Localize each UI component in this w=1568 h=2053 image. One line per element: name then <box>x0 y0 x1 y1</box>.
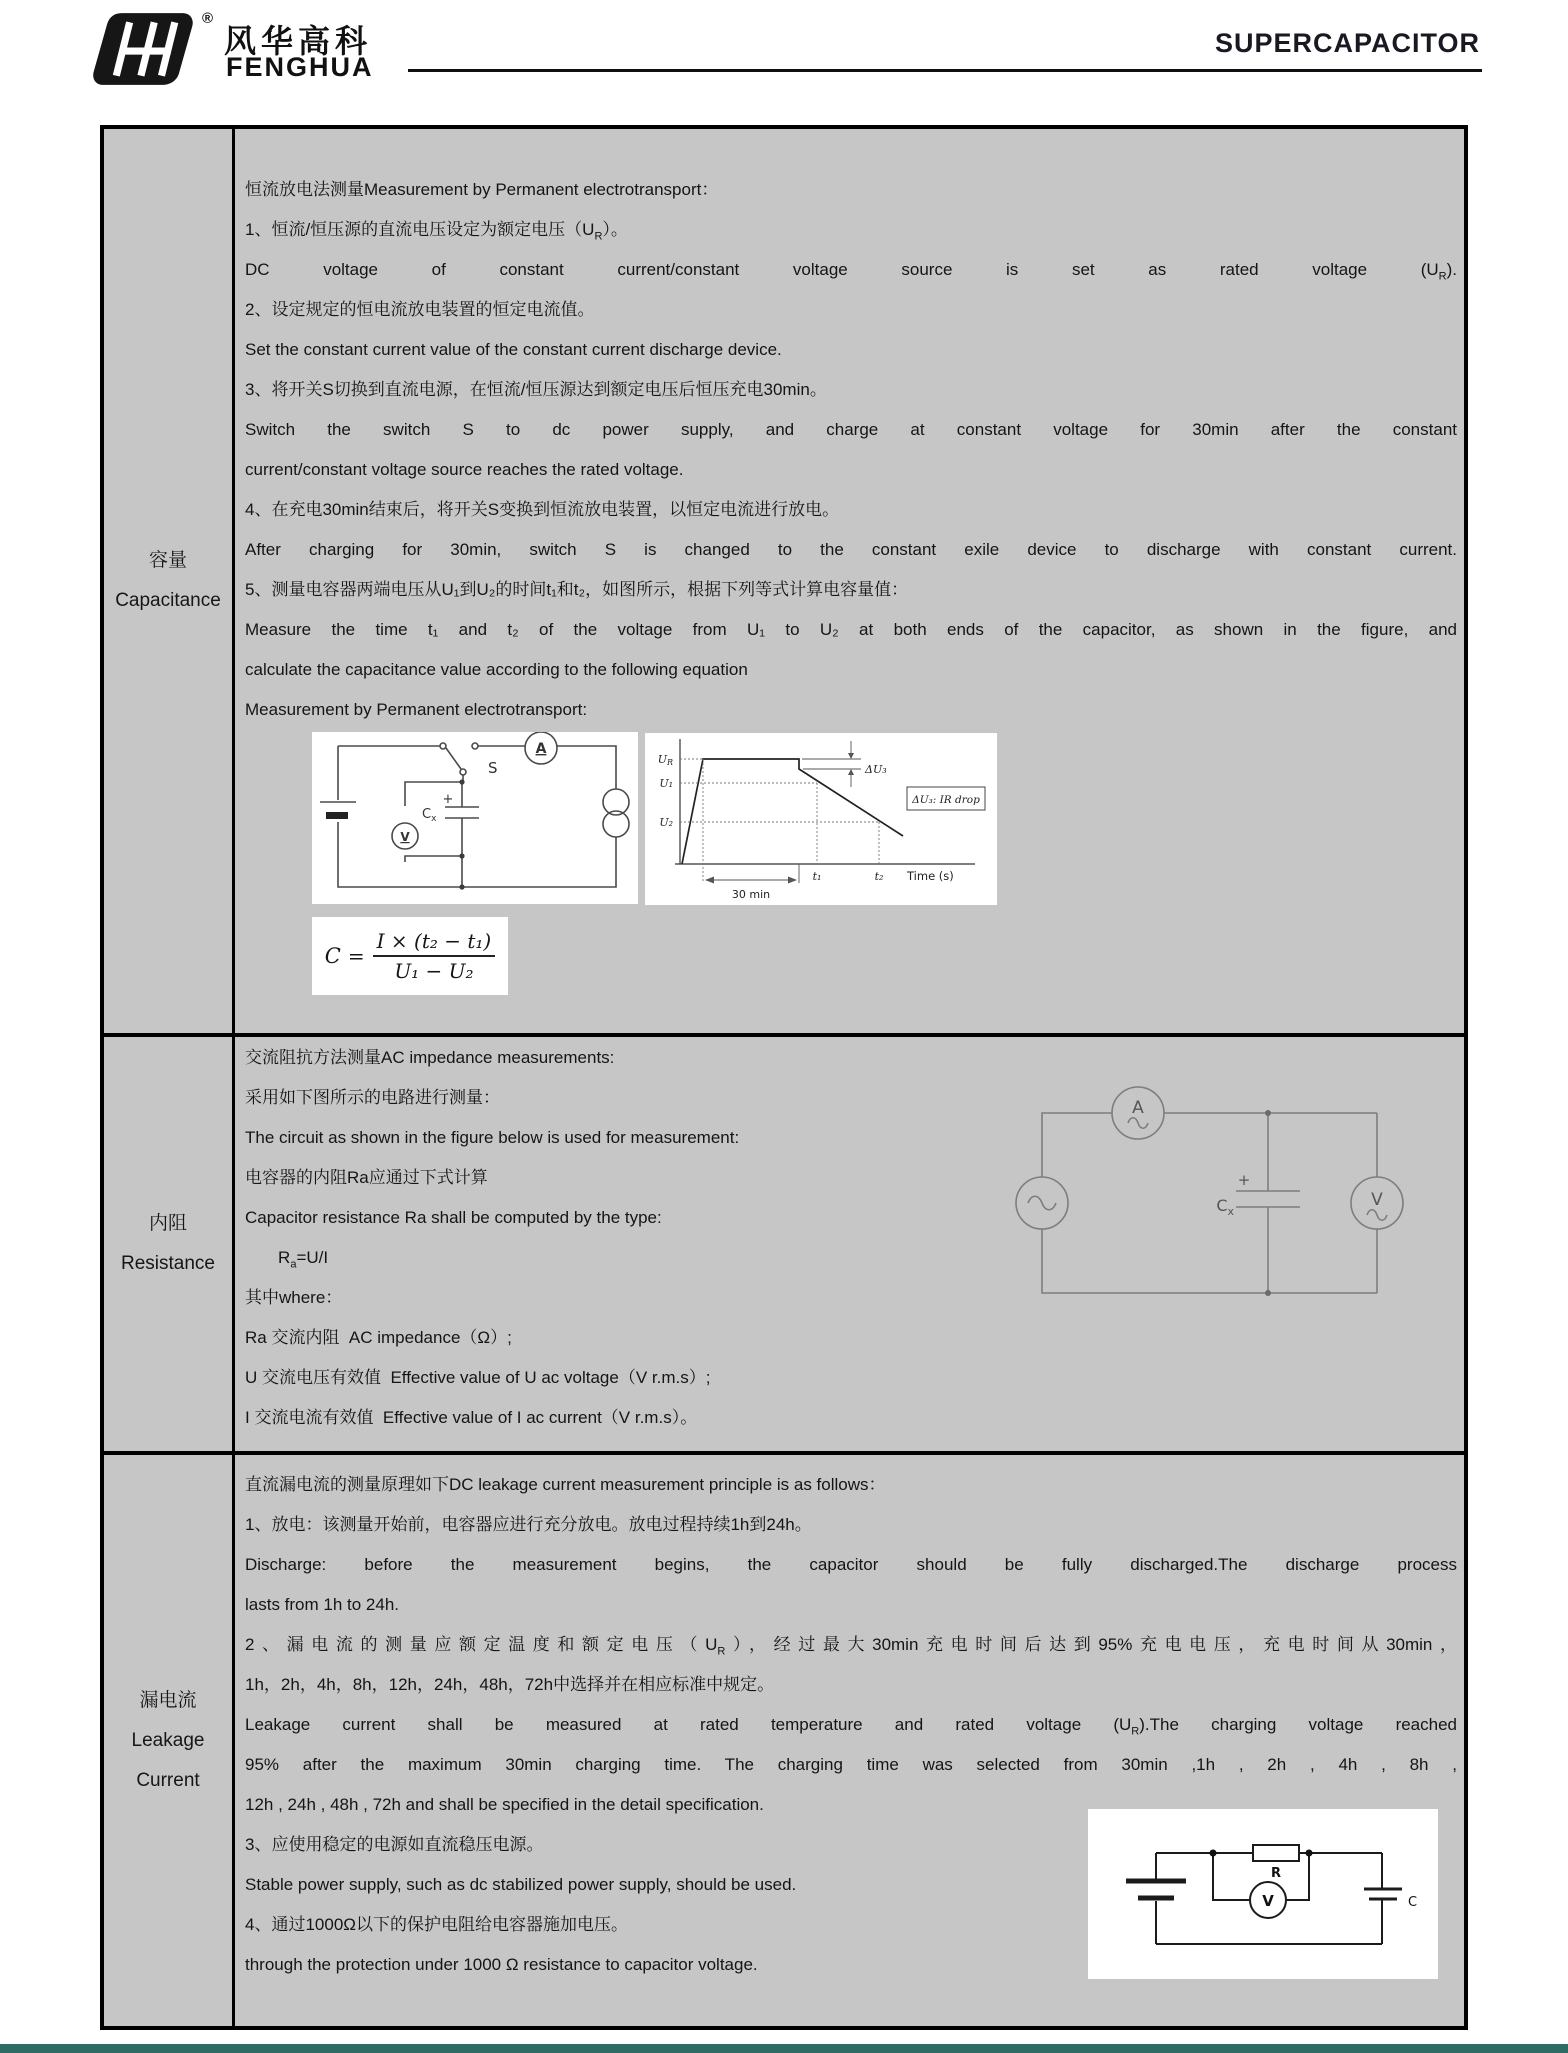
text-line: 3、将开关S切换到直流电源，在恒流/恒压源达到额定电压后恒压充电30min。 <box>245 380 827 399</box>
leakage-current-content <box>235 1455 1464 2026</box>
row-label-en: Resistance <box>121 1253 215 1274</box>
t2-label: t₂ <box>874 870 884 883</box>
capacitor-label: $C_x$ <box>422 807 437 824</box>
text-line: 5、测量电容器两端电压从U₁到U₂的时间t₁和t₂，如图所示，根据下列等式计算电容量值： <box>245 580 909 599</box>
text-line: 1、恒流/恒压源的直流电压设定为额定电压$(U_R)$。 <box>245 220 628 243</box>
text-line: DC voltage of constant current/constant voltage source is set as rated voltage $(U_R)$. <box>245 260 1457 283</box>
du-label: ΔU₃ <box>865 763 887 776</box>
row-label-resistance <box>104 1037 235 1451</box>
wire <box>1042 1113 1112 1177</box>
formula-denominator: U₁ − U₂ <box>394 959 474 983</box>
text-line: Measurement by Permanent electrotransport: <box>245 700 588 719</box>
voltmeter-label: V <box>400 830 410 844</box>
table-row-capacitance <box>104 129 1464 1037</box>
text-line: 2、设定规定的恒电流放电装置的恒定电流值。 <box>245 300 595 319</box>
thirty-min-label: 30 min <box>731 888 771 901</box>
text-line: 采用如下图所示的电路进行测量： <box>245 1088 500 1107</box>
text-line: through the protection under 1000 Ω resistance to capacitor voltage. <box>245 1955 758 1974</box>
junction-dot <box>1210 1850 1217 1857</box>
t1-label: t₁ <box>812 870 822 883</box>
capacitance-formula <box>312 917 508 995</box>
plus-sign: + <box>1237 1171 1251 1189</box>
capacitance-circuit-diagram <box>312 732 638 904</box>
ac-source-sine <box>1028 1196 1056 1210</box>
ir-drop-note: ΔU₃: IR drop <box>912 794 980 806</box>
wire <box>405 856 462 862</box>
text-line: 95% after the maximum 30min charging time. The charging time was selected from 30min ,1h , 2h , 4h , 8h , <box>245 1755 1457 1774</box>
spec-table <box>100 125 1468 2030</box>
text-line: 1、放电：该测量开始前，电容器应进行充分放电。放电过程持续1h到24h。 <box>245 1515 812 1534</box>
formula-lhs: C <box>324 944 341 968</box>
switch-contact <box>440 743 446 749</box>
fenghua-logo-icon <box>92 10 196 88</box>
formula-equals: = <box>347 944 365 968</box>
footer-strip <box>0 2044 1568 2053</box>
ammeter-label: A <box>1132 1098 1144 1118</box>
text-line: 4、通过1000Ω以下的保护电阻给电容器施加电压。 <box>245 1915 628 1934</box>
voltmeter-label: V <box>1371 1190 1383 1210</box>
u1-axis-label: U₁ <box>659 777 673 790</box>
table-row-resistance <box>104 1037 1464 1455</box>
header-divider <box>408 69 1482 72</box>
left-arrowhead-icon <box>705 877 714 884</box>
ammeter-sine <box>1128 1118 1148 1129</box>
time-axis-label: Time (s) <box>907 869 954 883</box>
resistance-content <box>235 1037 1464 1451</box>
resistor-symbol <box>1253 1845 1299 1861</box>
row-label-en: Capacitance <box>115 590 221 611</box>
capacitor-label: C <box>1408 1895 1418 1910</box>
text-line: Discharge: before the measurement begins, the capacitor should be fully discharged.The discharge process <box>245 1555 1457 1574</box>
text-line: 交流阻抗方法测量AC impedance measurements: <box>245 1048 615 1067</box>
row-label-en: Leakage <box>131 1729 205 1751</box>
text-line: lasts from 1h to 24h. <box>245 1595 400 1614</box>
text-line: Measure the time t₁ and t₂ of the voltage from U₁ to U₂ at both ends of the capacitor, as shown in the figure, and <box>245 620 1457 639</box>
junction-dot <box>1306 1850 1313 1857</box>
leakage-circuit-figure <box>1088 1809 1438 1979</box>
text-line: 2、漏电流的测量应额定温度和额定电压$(U_R)$，经过最大30min充电时间后达到95%充电电压，充电时间从30min， <box>245 1635 1457 1658</box>
ur-axis-label: UR <box>657 753 673 767</box>
resistor-label: R <box>1270 1866 1282 1881</box>
text-line: After charging for 30min, switch S is changed to the constant exile device to discharge with constant current. <box>245 540 1457 559</box>
junction-dot <box>459 884 464 889</box>
text-line: Switch the switch S to dc power supply, and charge at constant voltage for 30min after the constant <box>245 420 1457 439</box>
voltmeter-label: V <box>1262 1892 1274 1910</box>
junction-dot <box>1265 1290 1271 1296</box>
up-arrowhead-icon <box>848 769 854 775</box>
text-line: calculate the capacitance value according to the following equation <box>245 660 748 679</box>
text-line: Ra 交流内阻 AC impedance（Ω）; <box>245 1328 512 1347</box>
row-label-capacitance <box>104 129 235 1033</box>
discharge-graph-figure <box>645 733 997 905</box>
switch-label: S <box>488 759 498 777</box>
switch-blade <box>446 748 461 769</box>
text-line: 其中where： <box>245 1288 343 1307</box>
text-line: 电容器的内阻Ra应通过下式计算 <box>245 1168 488 1187</box>
text-line: 1h，2h，4h，8h，12h，24h，48h，72h中选择并在相应标准中规定。 <box>245 1675 775 1694</box>
text-line: Stable power supply, such as dc stabilized power supply, should be used. <box>245 1875 797 1894</box>
text-line: Capacitor resistance Ra shall be computed by the type: <box>245 1208 662 1227</box>
discharge-graph <box>645 733 997 905</box>
text-line: Leakage current shall be measured at rated temperature and rated voltage $(U_R).The$ charging voltage reached <box>245 1715 1458 1738</box>
text-line: 恒流放电法测量Measurement by Permanent electrotransport： <box>245 180 719 199</box>
row-label-en: Current <box>136 1769 200 1791</box>
junction-dot <box>459 779 464 784</box>
text-line: $R_a=U/I$ <box>245 1248 329 1271</box>
capacitance-text <box>235 129 1464 730</box>
capacitor-label: $C_x$ <box>1216 1196 1234 1218</box>
row-label-cn: 漏电流 <box>139 1689 197 1711</box>
page-title: SUPERCAPACITOR <box>1214 28 1480 58</box>
wire <box>1213 1853 1250 1900</box>
text-line: The circuit as shown in the figure below is used for measurement: <box>245 1128 740 1147</box>
text-line: current/constant voltage source reaches the rated voltage. <box>245 460 684 479</box>
row-label-cn: 容量 <box>148 550 187 571</box>
text-line: 4、在充电30min结束后，将开关S变换到恒流放电装置，以恒定电流进行放电。 <box>245 500 840 519</box>
wire <box>1042 1229 1377 1293</box>
brand-name-english: FENGHUA <box>226 52 374 82</box>
row-label-cn: 内阻 <box>148 1213 187 1234</box>
brand-name-chinese: 风华高科 <box>224 23 373 59</box>
text-line: 3、应使用稳定的电源如直流稳压电源。 <box>245 1835 544 1854</box>
row-label-leakage-current <box>104 1455 235 2026</box>
text-line: Set the constant current value of the constant current discharge device. <box>245 340 782 359</box>
junction-dot <box>459 853 464 858</box>
table-row-leakage-current <box>104 1455 1464 2026</box>
junction-dot <box>1265 1110 1271 1116</box>
switch-contact <box>472 743 478 749</box>
wire <box>338 822 616 887</box>
capacitance-circuit-figure <box>312 732 638 904</box>
leakage-circuit-diagram <box>1088 1809 1438 1979</box>
u2-axis-label: U₂ <box>659 816 673 829</box>
text-line: I 交流电流有效值 Effective value of I ac current（V r.m.s）。 <box>245 1408 698 1427</box>
text-line: U 交流电压有效值 Effective value of U ac voltage（V r.m.s）; <box>245 1368 711 1387</box>
capacitance-content <box>235 129 1464 1033</box>
formula-fraction <box>373 929 496 983</box>
right-arrowhead-icon <box>788 877 797 884</box>
ammeter-label: A <box>535 741 547 757</box>
registered-mark: ® <box>202 10 214 27</box>
formula-numerator: I × (t₂ − t₁) <box>373 929 496 957</box>
text-line: 12h , 24h , 48h , 72h and shall be specified in the detail specification. <box>245 1795 764 1814</box>
voltmeter-sine <box>1367 1210 1387 1221</box>
text-line: 直流漏电流的测量原理如下DC leakage current measurement principle is as follows： <box>245 1475 886 1494</box>
wire <box>557 746 616 789</box>
ac-impedance-circuit-diagram <box>1010 1083 1430 1308</box>
plus-sign: + <box>442 792 454 807</box>
battery-short-plate <box>326 812 348 819</box>
switch-contact <box>460 769 466 775</box>
down-arrowhead-icon <box>848 753 854 759</box>
